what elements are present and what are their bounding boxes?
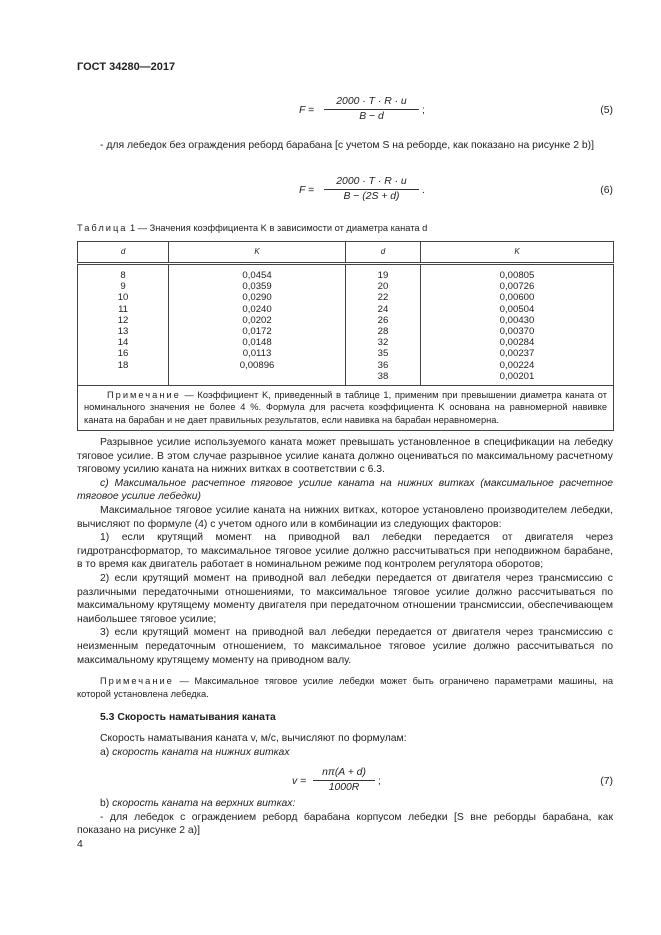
- table-cell: 0,0290: [242, 292, 272, 304]
- table-cell: 16: [117, 348, 129, 360]
- paragraph-item-b: [77, 797, 613, 811]
- equation-number: (6): [600, 185, 613, 196]
- coefficient-table: [77, 241, 614, 431]
- table-note: [78, 386, 614, 431]
- table-cell: 0,0454: [242, 270, 272, 281]
- table-cell: 0,00284: [499, 337, 535, 349]
- table-cell: 0,0359: [242, 281, 272, 293]
- item-prefix: b): [100, 798, 113, 809]
- formula-5: [77, 95, 613, 129]
- table-cell: 0,00237: [499, 348, 535, 360]
- paragraph-intro: Скорость наматывания каната v, м/с, вычисляют по формулам:: [100, 733, 407, 744]
- section-heading: 5.3 Скорость наматывания каната: [100, 712, 276, 723]
- table-cell: 0,00600: [499, 292, 535, 304]
- table-cell: 0,0113: [242, 348, 272, 360]
- paragraph-factor-2: 2) если крутящий момент на приводной вал лебедки передается от двигателя через трансмиссию с различными передаточными отношениями, то максимальное тяговое усилие должно рассчитываться по максимальному крутящему моменту двигателя при передаточном отношении трансмиссии, обеспечивающем наибольшее тяговое усилие;: [77, 572, 613, 625]
- formula-lhs: F =: [299, 185, 315, 196]
- section-5-3-continued: [77, 797, 613, 838]
- formula-denominator: B − (2S + d): [343, 191, 400, 202]
- table-cell: 0,00430: [499, 314, 535, 326]
- paragraph-item-a: [77, 746, 613, 760]
- table-cell: 28: [377, 326, 389, 338]
- column-d-values: [345, 264, 420, 386]
- formula-punct: .: [422, 185, 425, 196]
- table-cell: 12: [117, 314, 129, 326]
- table-cell: 35: [377, 348, 389, 360]
- table-cell: 0,0148: [242, 337, 272, 349]
- table-caption-text: 1 — Значения коэффициента K в зависимости от диаметра каната d: [130, 223, 428, 233]
- formula-fraction: [324, 95, 419, 124]
- paragraph-factor-3: 3) если крутящий момент на приводной вал лебедки передается от двигателя через трансмиссию с неизменным передаточным отношением, то максимальное тяговое усилие должно рассчитываться по максимальному крутящему моменту на приводном валу.: [77, 627, 613, 666]
- section-5-3-body: [77, 732, 613, 759]
- paragraph-no-guard: - для лебедок без ограждения реборд барабана [с учетом S на реборде, как показано на рисунке 2 b)]: [100, 140, 595, 151]
- note-label: Примечание: [100, 676, 174, 687]
- column-header-k: K: [421, 242, 614, 264]
- paragraph-breaking-force: Разрывное усилие используемого каната может превышать установленное в спецификации на лебедку тяговое усилие. В этом случае разрывное усилие каната должно оцениваться по максимальному расчетному тяговому усилию каната на нижних витках в соответствии с 6.3.: [77, 437, 613, 476]
- formula-numerator: nπ(A + d): [313, 766, 375, 781]
- item-prefix: a): [100, 746, 113, 758]
- formula-denominator: B − d: [359, 111, 384, 122]
- table-cell: 0,00370: [499, 326, 535, 338]
- equation-number: (5): [600, 105, 613, 116]
- table-cell: 20: [377, 281, 389, 293]
- column-k-values: [421, 264, 614, 386]
- formula-lhs: F =: [299, 105, 315, 116]
- column-d-values: [78, 264, 169, 386]
- formula-lhs: v =: [292, 776, 307, 787]
- item-text: скорость каната на верхних витках:: [112, 798, 296, 809]
- item-text: скорость каната на нижних витках: [112, 746, 290, 758]
- table-note-row: [78, 386, 614, 431]
- paragraph-item-c: c) Максимальное расчетное тяговое усилие каната на нижних витках (максимальное расчетное тяговое усилие лебедки): [77, 477, 613, 503]
- table-cell: 14: [117, 337, 129, 349]
- formula-punct: ;: [422, 105, 425, 116]
- table-cell: 11: [118, 303, 129, 315]
- body-text: [77, 436, 613, 700]
- formula-numerator: 2000 · T · R · u: [324, 175, 419, 190]
- document-header: ГОСТ 34280—2017: [77, 61, 176, 73]
- formula-punct: ;: [378, 776, 381, 787]
- table-cell: 8: [120, 270, 126, 281]
- formula-6: [77, 175, 613, 209]
- table-cell: 0,0202: [242, 314, 272, 326]
- formula-fraction: [324, 175, 419, 204]
- paragraph-guarded: - для лебедок с ограждением реборд барабана корпусом лебедки [S вне реборды барабана, как показано на рисунке 2 a)]: [77, 811, 613, 837]
- table-data-row: [78, 264, 614, 386]
- column-header-d: d: [78, 242, 169, 264]
- table-cell: 10: [117, 292, 129, 304]
- note-text: — Максимальное тяговое усилие лебедки может быть ограничено параметрами машины, на которой установлена лебедка.: [77, 676, 613, 699]
- equation-number: (7): [600, 776, 613, 787]
- formula-denominator: 1000R: [328, 782, 360, 793]
- table-cell: 0,00805: [499, 270, 535, 281]
- table-cell: 36: [377, 359, 389, 371]
- formula-7: [77, 766, 613, 800]
- note-text: — Коэффициент K, приведенный в таблице 1, применим при превышении диаметра каната от номинального значения не более 4 %. Формула для расчета коэффициента K основана на равномерной навивке каната на барабан и не дает правильных результатов, если навивка на барабан неравномерна.: [84, 390, 607, 425]
- paragraph-note: [77, 675, 613, 700]
- table-cell: 0,00726: [499, 281, 535, 293]
- paragraph-max-force: Максимальное тяговое усилие каната на нижних витках, которое установлено производителем лебедки, вычисляют по формуле (4) с учетом одного или в комбинации из следующих факторов:: [77, 504, 613, 530]
- table-caption-label: Таблица: [77, 223, 128, 233]
- column-header-d: d: [345, 242, 420, 264]
- table-cell: 22: [377, 292, 389, 304]
- paragraph-factor-1: 1) если крутящий момент на приводной вал лебедки передается от двигателя через гидротрансформатор, то максимальное тяговое усилие должно рассчитываться при неподвижном барабане, в то время как двигатель работает в номинальном режиме под контролем регулятора оборотов;: [77, 532, 613, 571]
- table-cell: 0,0172: [242, 326, 272, 338]
- table-cell: 0,0240: [242, 303, 272, 315]
- table-cell: 26: [377, 314, 389, 326]
- table-cell: 18: [117, 359, 129, 371]
- page-number: 4: [77, 839, 83, 850]
- table-cell: 19: [377, 270, 389, 281]
- table-header-row: [78, 242, 614, 264]
- table-cell: 32: [377, 337, 389, 349]
- column-header-k: K: [169, 242, 346, 264]
- table-cell: 0,00201: [499, 370, 535, 382]
- table-caption: [77, 222, 427, 236]
- table-cell: 13: [117, 326, 129, 338]
- column-k-values: [169, 264, 346, 386]
- table-cell: 0,00224: [499, 359, 535, 371]
- table-cell: 0,00504: [499, 303, 535, 315]
- formula-fraction: [313, 766, 375, 795]
- table-cell: 24: [377, 303, 389, 315]
- table-cell: 0,00896: [239, 359, 275, 371]
- table-cell: 38: [377, 370, 389, 382]
- note-label: Примечание: [107, 390, 181, 401]
- formula-numerator: 2000 · T · R · u: [324, 95, 419, 110]
- table-cell: 9: [120, 281, 126, 293]
